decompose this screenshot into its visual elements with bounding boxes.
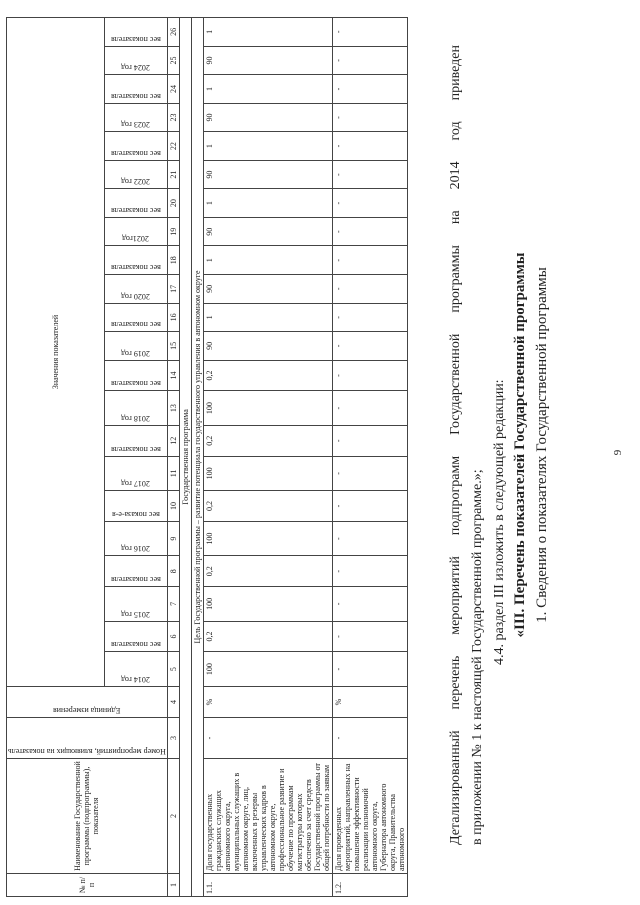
row-value: - [332,246,407,275]
row-number: 1.2. [332,874,407,897]
header-year: 2021год [104,217,167,246]
header-year: 2020 год [104,275,167,304]
row-value: 1 [203,132,332,161]
header-weight: вес показателя [104,132,167,161]
row-value: 100 [203,456,332,491]
row-value: - [332,391,407,426]
column-number: 2 [167,759,179,874]
row-value: - [332,491,407,522]
row-value: 0,2 [203,556,332,587]
column-number: 4 [167,687,179,718]
row-number: 1.1. [203,874,332,897]
page-number: 9 [612,449,624,456]
row-value: - [332,275,407,304]
indicators-table [6,17,408,897]
row-value: 100 [203,521,332,556]
row-value: - [332,456,407,491]
header-weight: вес показателя [104,360,167,391]
row-value: - [332,75,407,104]
row-value: 90 [203,160,332,189]
row-value: - [332,160,407,189]
row-value: 1 [203,303,332,332]
column-number: 13 [167,391,179,426]
row-value: - [332,46,407,75]
row-name: Доля проведенных мероприятий, направленных на повышение эффективности реализации полномочий автономного округа, Губернатора автономного округа, Правительства автономного [332,759,407,874]
column-number: 1 [167,874,179,897]
row-value: - [332,587,407,622]
column-number: 16 [167,303,179,332]
row-value: - [332,621,407,652]
header-weight: вес показателя [104,621,167,652]
header-weight: вес показателя [104,556,167,587]
intro-line-2: в приложении № 1 к настоящей Государственной программе.»; [470,469,485,845]
column-number: 25 [167,46,179,75]
header-unit: Единица измерения [7,687,168,718]
row-value: - [332,303,407,332]
header-year: 2019 год [104,332,167,361]
header-weight: вес показателя [104,425,167,456]
header-weight: вес показателя [104,189,167,218]
row-value: - [332,425,407,456]
row-value: - [332,132,407,161]
row-value: 90 [203,332,332,361]
section-subheading: 1. Сведения о показателях Государственной программы [534,267,550,623]
section-heading: «III. Перечень показателей Государственной программы [512,252,528,638]
column-number: 11 [167,456,179,491]
header-weight: вес показателя [104,18,167,47]
program-goal: Цель Государственной программы – развитие потенциала государственного управления в автономном округе [191,18,203,897]
section-program: Государственная программа [179,18,191,897]
column-number: 26 [167,18,179,47]
header-year: 2024 год [104,46,167,75]
row-value: 0,2 [203,621,332,652]
row-unit: % [203,687,332,718]
column-number: 24 [167,75,179,104]
row-value: - [332,18,407,47]
row-event: - [332,718,407,759]
column-number: 17 [167,275,179,304]
row-value: 100 [203,587,332,622]
row-value: 1 [203,189,332,218]
column-number: 5 [167,652,179,687]
column-number: 9 [167,521,179,556]
header-year: 2022 год [104,160,167,189]
column-number: 20 [167,189,179,218]
header-weight: вес показателя [104,75,167,104]
header-year: 2018 год [104,391,167,426]
column-number: 19 [167,217,179,246]
row-value: - [332,521,407,556]
row-unit: % [332,687,407,718]
header-values: Значения показателей [7,18,105,687]
column-number: 14 [167,360,179,391]
row-value: 1 [203,75,332,104]
column-number: 23 [167,103,179,132]
row-value: 90 [203,217,332,246]
header-name: Наименование Государственной программы (подпрограммы), показателя [7,759,168,874]
row-value: 100 [203,652,332,687]
column-number: 22 [167,132,179,161]
header-weight: вес показа-е-я [104,491,167,522]
row-name: Доля государственных гражданских служащих автономного округа, муниципальных служащих в автономном округе, лиц, включенных в резервы управленческих кадров в автономном округе, профессиональное развитие и обучение по программам магистратуры которых обеспечено за счет средств Государственной программы от общей потребности по заявкам [203,759,332,874]
row-value: - [332,332,407,361]
header-weight: вес показателя [104,246,167,275]
column-number: 8 [167,556,179,587]
row-value: - [332,189,407,218]
table-row [332,18,407,897]
column-number: 3 [167,718,179,759]
column-number: 7 [167,587,179,622]
header-year: 2016 год [104,521,167,556]
column-number: 12 [167,425,179,456]
row-value: 0,2 [203,360,332,391]
row-value: 90 [203,275,332,304]
row-value: - [332,652,407,687]
header-year: 2014 год [104,652,167,687]
header-year: 2015 год [104,587,167,622]
column-number: 18 [167,246,179,275]
header-event: Номер мероприятий, влияющих на показатель [7,718,168,759]
row-value: 0,2 [203,491,332,522]
row-event: - [203,718,332,759]
header-year: 2023 год [104,103,167,132]
row-value: - [332,556,407,587]
header-num: № п/п [7,874,168,897]
intro-line-3: 4.4. раздел III изложить в следующей редакции: [492,379,507,665]
row-value: 1 [203,246,332,275]
column-number: 15 [167,332,179,361]
column-number: 10 [167,491,179,522]
row-value: 0,2 [203,425,332,456]
column-number: 6 [167,621,179,652]
intro-line-1: Детализированный перечень мероприятий подпрограмм Государственной программы на 2014 год приведен [448,45,463,845]
column-number: 21 [167,160,179,189]
row-value: - [332,360,407,391]
header-year: 2017 год [104,456,167,491]
row-value: 1 [203,18,332,47]
row-value: 100 [203,391,332,426]
table-row [203,18,332,897]
row-value: 90 [203,46,332,75]
row-value: - [332,103,407,132]
header-weight: вес показателя [104,303,167,332]
row-value: - [332,217,407,246]
row-value: 90 [203,103,332,132]
